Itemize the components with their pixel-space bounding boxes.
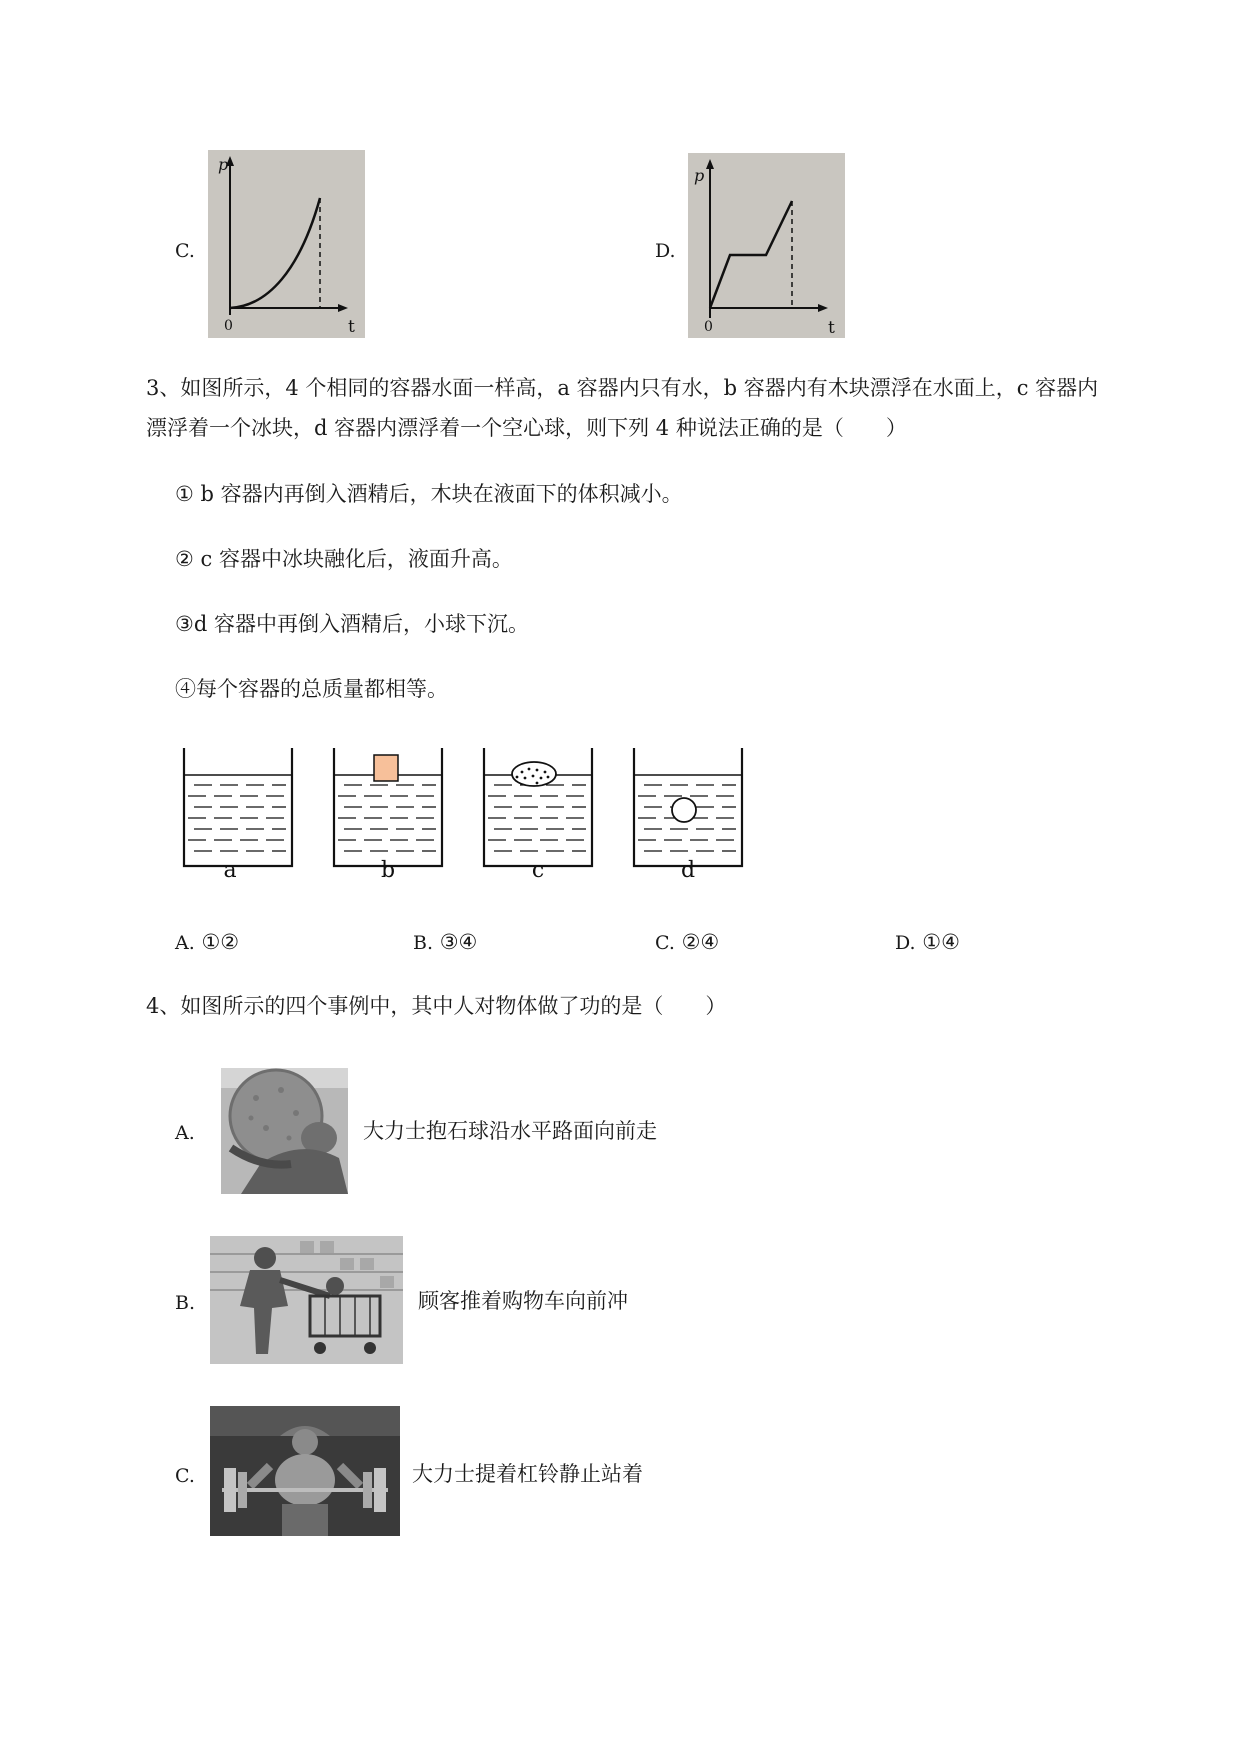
shopping-cart-push-photo	[210, 1236, 403, 1364]
q3-option-a[interactable]	[175, 932, 239, 953]
ice-block-icon	[512, 762, 556, 786]
q2-option-c-letter: C.	[175, 240, 195, 262]
container-a	[184, 748, 292, 866]
q3-statement-1: ① b 容器内再倒入酒精后，木块在液面下的体积减小。	[175, 482, 683, 506]
container-label-b: b	[380, 858, 396, 883]
hollow-ball-icon	[672, 798, 696, 822]
q4-option-c-letter: C.	[175, 1465, 195, 1487]
q3-containers-diagram	[170, 740, 760, 890]
container-d	[634, 748, 742, 866]
q3-stem-line1: 3、如图所示，4 个相同的容器水面一样高，a 容器内只有水，b 容器内有木块漂浮在水面上，c 容器内	[146, 376, 1099, 400]
container-label-a: a	[223, 858, 237, 883]
q2-c-x-label: t	[348, 317, 355, 337]
wood-block-icon	[374, 755, 398, 781]
q2-d-x-label: t	[828, 318, 835, 338]
q4-option-b-letter: B.	[175, 1292, 196, 1314]
q4-stem: 4、如图所示的四个事例中，其中人对物体做了功的是（ ）	[146, 994, 727, 1018]
q2-c-y-label: p	[218, 155, 229, 174]
q3-option-b-text: ③④	[439, 930, 478, 954]
q3-option-c-letter: C.	[655, 932, 675, 954]
q3-option-b-letter: B.	[413, 932, 434, 954]
q2-c-origin-label: 0	[224, 318, 233, 334]
q4-option-a-text: 大力士抱石球沿水平路面向前走	[363, 1119, 657, 1143]
container-label-c: c	[531, 858, 545, 883]
strongman-carrying-stone-photo	[221, 1068, 348, 1194]
container-c	[484, 748, 592, 866]
q3-statement-4: ④每个容器的总质量都相等。	[175, 677, 448, 701]
q3-option-a-letter: A.	[175, 932, 195, 954]
q3-stem-line2: 漂浮着一个冰块，d 容器内漂浮着一个空心球，则下列 4 种说法正确的是（ ）	[146, 416, 907, 440]
q2-option-d-graph	[688, 153, 845, 338]
q3-statement-3: ③d 容器中再倒入酒精后，小球下沉。	[175, 612, 529, 636]
q2-option-d-letter: D.	[655, 240, 676, 262]
q3-option-d-text: ①④	[922, 930, 960, 954]
q2-option-c-graph	[208, 150, 365, 338]
container-label-d: d	[680, 858, 696, 883]
q3-option-c-text: ②④	[681, 930, 720, 954]
q2-d-origin-label: 0	[704, 319, 713, 335]
barbell-hold-photo	[210, 1406, 400, 1536]
q3-option-c[interactable]	[655, 932, 719, 953]
q4-option-b-text: 顾客推着购物车向前冲	[418, 1289, 628, 1313]
q4-option-a-letter: A.	[175, 1122, 195, 1144]
q4-option-c-text: 大力士提着杠铃静止站着	[412, 1462, 643, 1486]
container-b	[334, 748, 442, 866]
q3-statement-2: ② c 容器中冰块融化后，液面升高。	[175, 547, 513, 571]
q3-option-d-letter: D.	[895, 932, 916, 954]
q3-option-a-text: ①②	[201, 930, 240, 954]
q3-option-b[interactable]	[413, 932, 477, 953]
q2-d-y-label: p	[694, 166, 705, 185]
q3-option-d[interactable]	[895, 932, 960, 953]
